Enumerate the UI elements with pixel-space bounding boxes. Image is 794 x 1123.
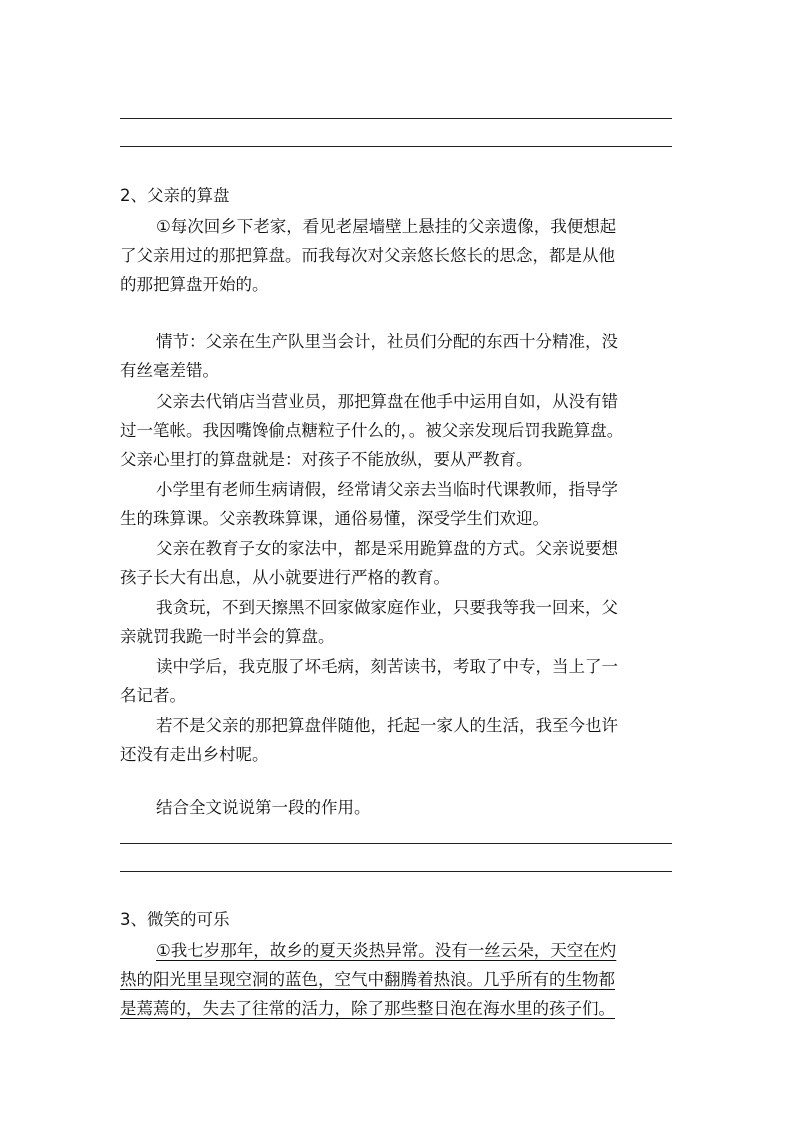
answer-line (120, 146, 672, 147)
paragraph-line: 过一笔帐。我因嘴馋偷点糖粒子什么的，。被父亲发现后罚我跪算盘。 (120, 421, 624, 440)
paragraph-line: 若不是父亲的那把算盘伴随他，托起一家人的生活，我至今也许 (156, 716, 618, 735)
section-title: 2、父亲的算盘 (120, 186, 230, 205)
paragraph-line: 了父亲用过的那把算盘。而我每次对父亲悠长悠长的思念，都是从他 (120, 246, 615, 265)
underlined-paragraph-line: ①我七岁那年，故乡的夏天炎热异常。没有一丝云朵，天空在灼 (156, 941, 617, 960)
paragraph-line: 的那把算盘开始的。 (120, 275, 269, 294)
underlined-paragraph-line: 热的阳光里呈现空洞的蓝色，空气中翻腾着热浪。几乎所有的生物都 (120, 970, 615, 989)
paragraph-line: 父亲在教育子女的家法中，都是采用跪算盘的方式。父亲说要想 (156, 539, 618, 558)
paragraph-line: 我贪玩，不到天擦黑不回家做家庭作业，只要我等我一回来，父 (156, 598, 618, 617)
answer-line (120, 118, 672, 119)
paragraph-line: 孩子长大有出息，从小就要进行严格的教育。 (120, 568, 450, 587)
section-title: 3、微笑的可乐 (120, 910, 230, 929)
answer-line (120, 843, 672, 844)
paragraph-line: 父亲去代销店当营业员，那把算盘在他手中运用自如，从没有错 (156, 392, 618, 411)
underlined-paragraph-line: 是蔫蔫的，失去了往常的活力，除了那些整日泡在海水里的孩子们。 (120, 999, 615, 1018)
answer-line (120, 871, 672, 872)
paragraph-line: 情节：父亲在生产队里当会计，社员们分配的东西十分精准，没 (156, 332, 618, 351)
paragraph-line: 读中学后，我克服了坏毛病，刻苦读书，考取了中专，当上了一 (156, 657, 618, 676)
paragraph-line: ①每次回乡下老家，看见老屋墙壁上悬挂的父亲遗像，我便想起 (156, 217, 617, 236)
paragraph-line: 亲就罚我跪一时半会的算盘。 (120, 627, 335, 646)
paragraph-line: 有丝毫差错。 (120, 361, 219, 380)
paragraph-line: 生的珠算课。父亲教珠算课，通俗易懂，深受学生们欢迎。 (120, 509, 549, 528)
paragraph-line: 父亲心里打的算盘就是：对孩子不能放纵，要从严教育。 (120, 450, 533, 469)
paragraph-line: 名记者。 (120, 686, 186, 705)
paragraph-line: 还没有走出乡村呢。 (120, 745, 269, 764)
question-text: 结合全文说说第一段的作用。 (156, 798, 371, 817)
paragraph-line: 小学里有老师生病请假，经常请父亲去当临时代课教师，指导学 (156, 480, 618, 499)
